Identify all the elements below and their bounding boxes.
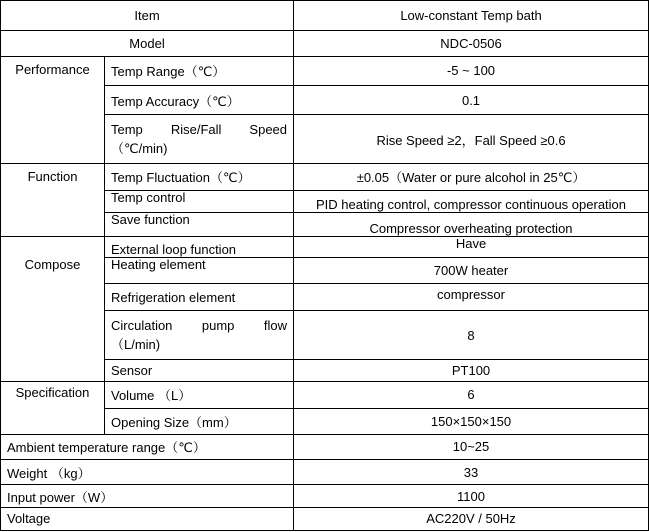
temp-fluctuation-value: ±0.05（Water or pure alcohol in 25℃） (294, 163, 649, 190)
table-row (1, 434, 649, 459)
weight-value: 33 (294, 460, 649, 485)
temp-fluctuation-label: Temp Fluctuation（℃） (105, 163, 294, 190)
voltage-label: Voltage (1, 507, 294, 530)
model-row (1, 31, 649, 56)
volume-label: Volume （L） (105, 382, 294, 408)
model-label: Model (1, 31, 294, 56)
table-row (1, 460, 649, 485)
temp-risefall-label-line2: （℃/min) (111, 141, 168, 157)
temp-control-value: PID heating control, compressor continuous operation (294, 191, 649, 213)
temp-risefall-value: Rise Speed ≥2，Fall Speed ≥0.6 (294, 115, 649, 164)
voltage-value: AC220V / 50Hz (294, 507, 649, 530)
header-row (1, 1, 649, 31)
circulation-pump-label (105, 311, 294, 360)
opening-size-value: 150×150×150 (294, 408, 649, 434)
table-row (1, 236, 649, 257)
table-row (1, 507, 649, 530)
temp-accuracy-value: 0.1 (294, 85, 649, 114)
sensor-label: Sensor (105, 359, 294, 381)
model-value: NDC-0506 (294, 31, 649, 56)
temp-risefall-label (105, 115, 294, 164)
save-function-value: Compressor overheating protection (294, 213, 649, 236)
table-row (1, 382, 649, 408)
table-row (1, 56, 649, 85)
temp-risefall-label-line1: Temp Rise/Fall Speed (111, 122, 288, 138)
sensor-value: PT100 (294, 359, 649, 381)
external-loop-label: External loop function (105, 236, 294, 257)
group-compose: Compose (1, 236, 105, 382)
temp-range-value: -5 ~ 100 (294, 56, 649, 85)
weight-label: Weight （kg） (1, 460, 294, 485)
circulation-pump-value: 8 (294, 311, 649, 360)
opening-size-label: Opening Size（mm） (105, 408, 294, 434)
temp-range-label: Temp Range（℃） (105, 56, 294, 85)
refrigeration-element-label: Refrigeration element (105, 284, 294, 311)
ambient-temp-value: 10~25 (294, 434, 649, 459)
group-performance: Performance (1, 56, 105, 163)
temp-accuracy-label: Temp Accuracy（℃） (105, 85, 294, 114)
heating-element-label: Heating element (105, 257, 294, 283)
circulation-pump-label-line2: （L/min) (111, 337, 161, 353)
group-specification: Specification (1, 382, 105, 435)
circulation-pump-label-line1: Circulation pump flow (111, 318, 288, 334)
header-value: Low-constant Temp bath (294, 1, 649, 31)
table-row (1, 485, 649, 507)
ambient-temp-label: Ambient temperature range（℃） (1, 434, 294, 459)
volume-value: 6 (294, 382, 649, 408)
heating-element-value: 700W heater (294, 257, 649, 283)
header-item: Item (1, 1, 294, 31)
group-function: Function (1, 163, 105, 236)
save-function-label: Save function (105, 213, 294, 236)
table-row (1, 163, 649, 190)
input-power-value: 1100 (294, 485, 649, 507)
refrigeration-element-value: compressor (294, 284, 649, 311)
input-power-label: Input power（W） (1, 485, 294, 507)
external-loop-value: Have (294, 236, 649, 257)
temp-control-label: Temp control (105, 191, 294, 213)
